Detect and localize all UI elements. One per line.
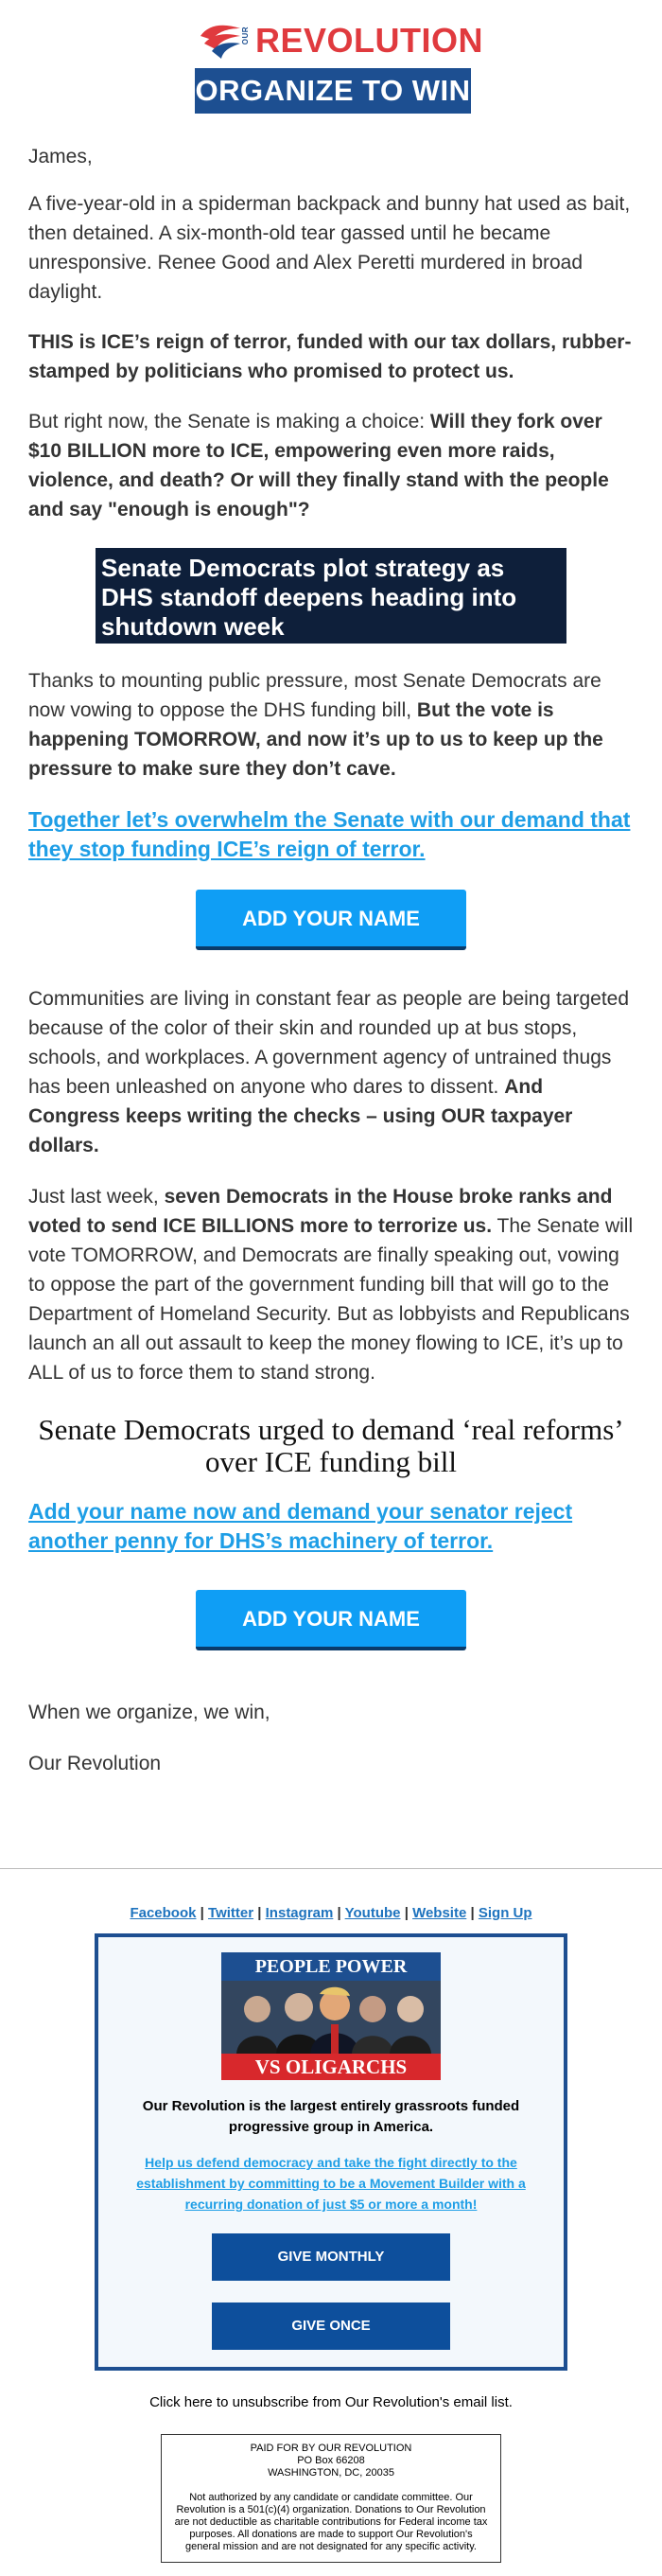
petition-link-1[interactable]: Together let’s overwhelm the Senate with our demand that they stop funding ICE’s reign of terror. <box>28 807 631 861</box>
news-headline-image-1[interactable]: Senate Democrats plot strategy as DHS standoff deepens heading into shutdown week <box>96 548 566 644</box>
email-body <box>0 142 662 1778</box>
sign-up-link[interactable]: Sign Up <box>478 1905 532 1921</box>
paragraph-5 <box>28 984 634 1160</box>
organize-to-win-banner: ORGANIZE TO WIN <box>195 68 471 114</box>
twitter-link[interactable]: Twitter <box>208 1905 254 1921</box>
footer-divider <box>0 1868 662 1869</box>
website-link[interactable]: Website <box>412 1905 467 1921</box>
give-monthly-button[interactable]: GIVE MONTHLY <box>212 2233 450 2281</box>
paragraph-3 <box>28 407 634 524</box>
link-separator: | <box>337 1905 341 1921</box>
unsubscribe-link[interactable]: Click here to unsubscribe from Our Revolution's email list. <box>149 2394 513 2410</box>
facebook-link[interactable]: Facebook <box>130 1905 197 1921</box>
city-line: WASHINGTON, DC, 20035 <box>268 2467 394 2479</box>
people-power-text: PEOPLE POWER <box>221 1952 441 1981</box>
paragraph-4-bold: But the vote is happening TOMORROW, and now it’s up to us to keep up the pressure to make sure they don’t cave. <box>28 699 603 780</box>
link-separator: | <box>470 1905 475 1921</box>
paragraph-2: THIS is ICE’s reign of terror, funded with our tax dollars, rubber-stamped by politicians who promised to protect us. <box>28 331 632 382</box>
social-links <box>0 1905 662 1921</box>
signature: Our Revolution <box>28 1753 162 1774</box>
po-box-line: PO Box 66208 <box>297 2455 365 2466</box>
greeting: James, <box>28 146 93 168</box>
donation-box <box>95 1933 567 2371</box>
link-separator: | <box>404 1905 409 1921</box>
instagram-link[interactable]: Instagram <box>265 1905 334 1921</box>
paragraph-4-text: Thanks to mounting public pressure, most Senate Democrats are now vowing to oppose the DHS funding bill, <box>28 670 601 721</box>
paragraph-6 <box>28 1182 634 1387</box>
paragraph-3-text: But right now, the Senate is making a choice: <box>28 411 430 432</box>
add-your-name-button-1[interactable]: ADD YOUR NAME <box>196 890 466 950</box>
paragraph-5-text: Communities are living in constant fear as people are being targeted because of the color of their skin and rounded up at bus stops, schools, and workplaces. A government agency of untrained thugs has been unleashed on anyone who dares to dissent. <box>28 988 630 1098</box>
logo-revolution-text: REVOLUTION <box>255 21 484 60</box>
youtube-link[interactable]: Youtube <box>344 1905 401 1921</box>
paragraph-6-text-a: Just last week, <box>28 1186 165 1208</box>
link-separator: | <box>200 1905 204 1921</box>
people-power-image[interactable] <box>221 1952 441 2080</box>
logo-our-text: OUR <box>241 26 250 45</box>
paragraph-6-text-b: The Senate will vote TOMORROW, and Democrats are finally speaking out, vowing to oppose the part of the government funding bill that will go to the Department of Homeland Security. But as lobbyists and Republicans launch an all out assault to keep the money flowing to ICE, it’s up to ALL of us to force them to stand strong. <box>28 1215 634 1384</box>
email-header <box>0 0 662 123</box>
legal-disclaimer: Not authorized by any candidate or candidate committee. Our Revolution is a 501(c)(4) organization. Donations to Our Revolution are not deductible as charitable contributions for Federal income tax purposes. All donations are made to support Our Revolution's general mission and are not designated for any specific activity. <box>174 2492 488 2552</box>
closing-line: When we organize, we win, <box>28 1702 270 1723</box>
about-statement: Our Revolution is the largest entirely grassroots funded progressive group in America. <box>142 2098 520 2135</box>
paragraph-3-bold: Will they fork over $10 BILLION more to ICE, empowering even more raids, violence, and death? Or will they finally stand with the people and say "enough is enough"? <box>28 411 609 520</box>
bottom-spacer <box>0 2563 662 2573</box>
petition-link-2[interactable]: Add your name now and demand your senator reject another penny for DHS’s machinery of terror. <box>28 1499 573 1553</box>
movement-builder-link[interactable]: Help us defend democracy and take the fight directly to the establishment by committing to be a Movement Builder with a recurring donation of just $5 or more a month! <box>136 2155 526 2212</box>
add-your-name-button-2[interactable]: ADD YOUR NAME <box>196 1590 466 1650</box>
our-revolution-logo[interactable] <box>199 21 484 62</box>
paragraph-6-bold: seven Democrats in the House broke ranks and voted to send ICE BILLIONS more to terrorize us. <box>28 1186 613 1237</box>
link-separator: | <box>257 1905 262 1921</box>
bird-flag-icon <box>199 23 244 61</box>
paid-for-disclaimer <box>161 2434 501 2563</box>
paragraph-5-bold: And Congress keeps writing the checks – using OUR taxpayer dollars. <box>28 1076 573 1156</box>
vs-oligarchs-text: VS OLIGARCHS <box>221 2054 441 2080</box>
paragraph-4 <box>28 666 634 784</box>
oligarchs-photo <box>221 1981 441 2054</box>
give-once-button[interactable]: GIVE ONCE <box>212 2303 450 2350</box>
news-headline-image-2[interactable]: Senate Democrats urged to demand ‘real reforms’ over ICE funding bill <box>38 1413 624 1478</box>
oligarch-faces-icon <box>221 1981 441 2054</box>
paid-for-line: PAID FOR BY OUR REVOLUTION <box>250 2443 412 2454</box>
paragraph-1: A five-year-old in a spiderman backpack and bunny hat used as bait, then detained. A six-month-old tear gassed until he became unresponsive. Renee Good and Alex Peretti murdered in broad daylight. <box>28 193 631 303</box>
